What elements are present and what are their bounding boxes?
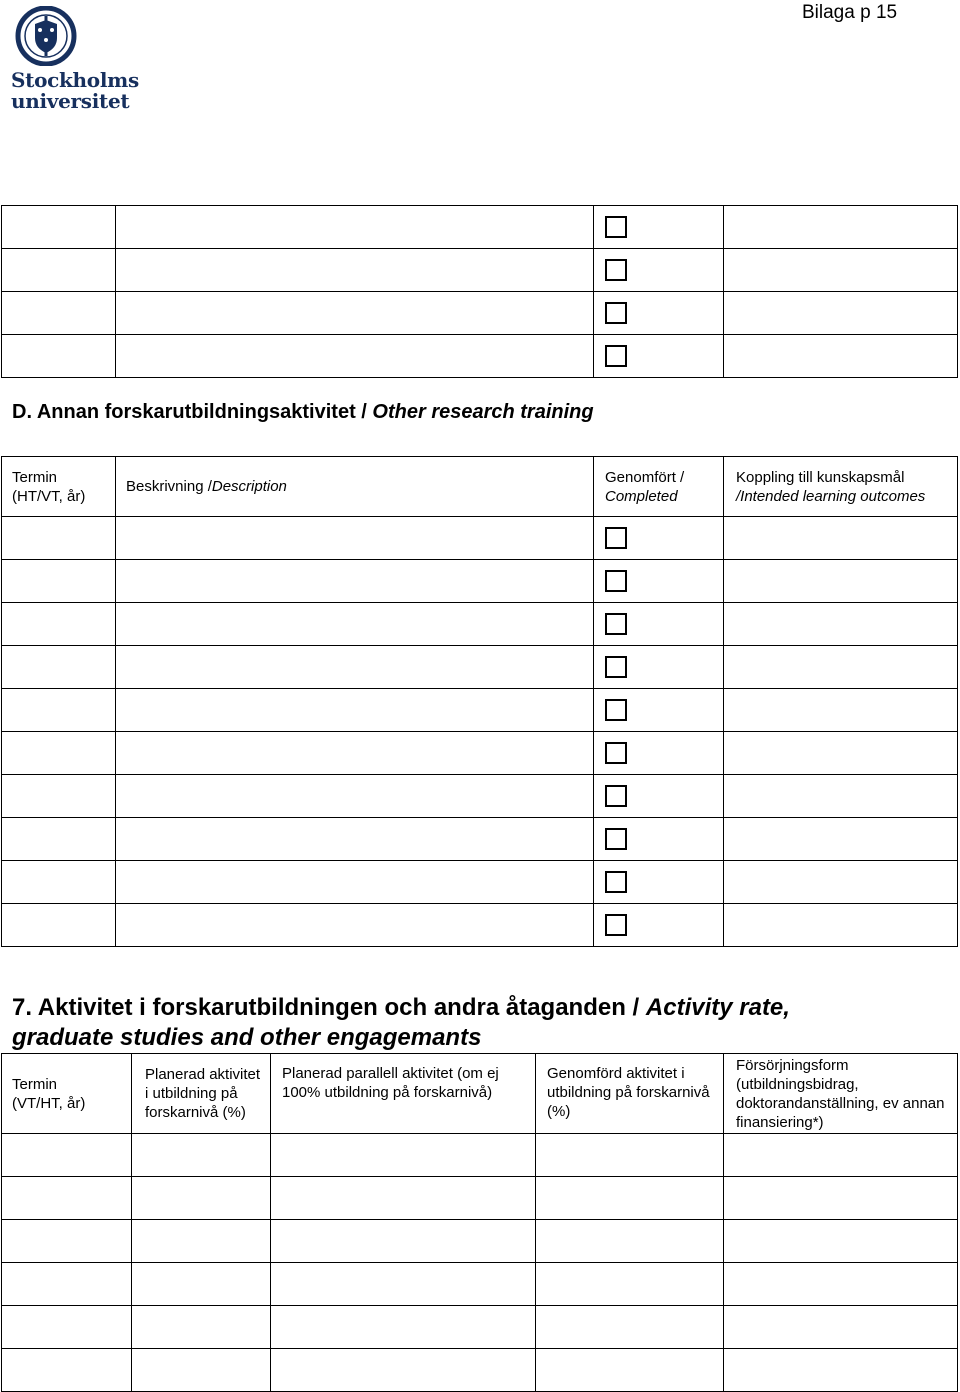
completed-checkbox[interactable] [605, 216, 627, 238]
table-row [2, 646, 958, 689]
continued-activity-table [1, 205, 958, 378]
table-row [2, 775, 958, 818]
col-header-description: Beskrivning /Description [116, 457, 594, 517]
col-header-learning-outcomes: Koppling till kunskapsmål /Intended learning outcomes [724, 457, 958, 517]
table-row [2, 1349, 958, 1392]
table-row [2, 1177, 958, 1220]
col-header-term: Termin (VT/HT, år) [2, 1054, 132, 1134]
table-row [2, 560, 958, 603]
section-7-heading: 7. Aktivitet i forskarutbildningen och andra åtaganden / Activity rate, graduate studies and other engagemants [12, 994, 790, 1051]
completed-checkbox[interactable] [605, 785, 627, 807]
completed-checkbox[interactable] [605, 699, 627, 721]
completed-checkbox[interactable] [605, 527, 627, 549]
table-row [2, 904, 958, 947]
completed-checkbox[interactable] [605, 742, 627, 764]
completed-checkbox[interactable] [605, 570, 627, 592]
completed-checkbox[interactable] [605, 259, 627, 281]
col-header-completed-activity: Genomförd aktivitet i utbildning på forskarnivå (%) [536, 1054, 724, 1134]
logo-text-line1: Stockholms [11, 68, 139, 92]
table-row [2, 861, 958, 904]
table-row [2, 517, 958, 560]
col-header-parallel-activity: Planerad parallell aktivitet (om ej 100% utbildning på forskarnivå) [271, 1054, 536, 1134]
logo-text-line2: universitet [11, 89, 130, 113]
activity-rate-table [1, 1053, 958, 1392]
col-header-term: Termin (HT/VT, år) [2, 457, 116, 517]
table-row [2, 603, 958, 646]
table-row [2, 1220, 958, 1263]
completed-checkbox[interactable] [605, 828, 627, 850]
table-header-row [2, 1054, 958, 1134]
university-seal-icon [13, 6, 79, 66]
university-logo [11, 6, 137, 114]
completed-checkbox[interactable] [605, 871, 627, 893]
table-row [2, 732, 958, 775]
col-header-completed: Genomfört / Completed [594, 457, 724, 517]
table-header-row [2, 457, 958, 517]
table-row [2, 818, 958, 861]
section-d-heading: D. Annan forskarutbildningsaktivitet / Other research training [12, 401, 594, 423]
col-header-planned-activity: Planerad aktivitet i utbildning på forskarnivå (%) [132, 1054, 271, 1134]
col-header-funding: Försörjningsform (utbildningsbidrag, doktorandanställning, ev annan finansiering*) [724, 1054, 958, 1134]
completed-checkbox[interactable] [605, 656, 627, 678]
other-research-training-table [1, 456, 958, 947]
completed-checkbox[interactable] [605, 302, 627, 324]
completed-checkbox[interactable] [605, 345, 627, 367]
page-label: Bilaga p 15 [802, 2, 898, 23]
table-row [2, 689, 958, 732]
table-row [2, 1134, 958, 1177]
completed-checkbox[interactable] [605, 914, 627, 936]
completed-checkbox[interactable] [605, 613, 627, 635]
table-row [2, 1263, 958, 1306]
table-row [2, 1306, 958, 1349]
